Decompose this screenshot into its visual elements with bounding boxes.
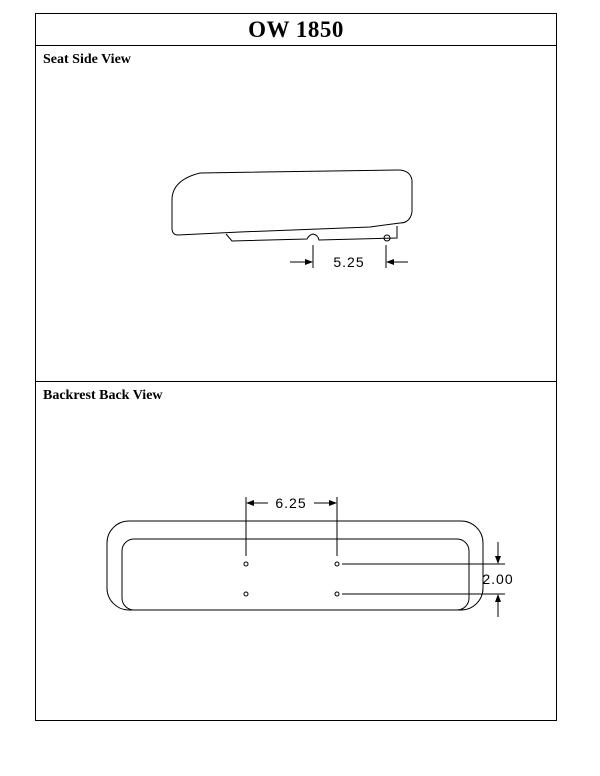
seat-arrowhead-left <box>305 259 313 265</box>
backrest-vertical-dimension-label: 2.00 <box>482 571 514 587</box>
document-title: OW 1850 <box>248 16 344 42</box>
backrest-h-arrowhead-right <box>329 500 337 506</box>
seat-arrowhead-right <box>386 259 394 265</box>
backrest-outer-outline <box>107 521 483 610</box>
backrest-mount-hole-bottom-left <box>244 592 248 596</box>
backrest-v-arrowhead-top <box>495 556 501 564</box>
backrest-inner-panel <box>122 539 469 610</box>
seat-side-view-label: Seat Side View <box>43 52 131 67</box>
backrest-mount-hole-top-right <box>335 562 339 566</box>
backrest-mount-hole-top-left <box>244 562 248 566</box>
seat-cushion-outline <box>172 170 412 235</box>
seat-mounting-bracket <box>226 226 397 241</box>
backrest-horizontal-dimension-label: 6.25 <box>275 495 307 511</box>
backrest-back-view-label: Backrest Back View <box>43 388 163 403</box>
backrest-v-arrowhead-bottom <box>495 594 501 602</box>
backrest-mount-hole-bottom-right <box>335 592 339 596</box>
seat-dimension-label: 5.25 <box>333 254 365 270</box>
backrest-h-arrowhead-left <box>246 500 254 506</box>
